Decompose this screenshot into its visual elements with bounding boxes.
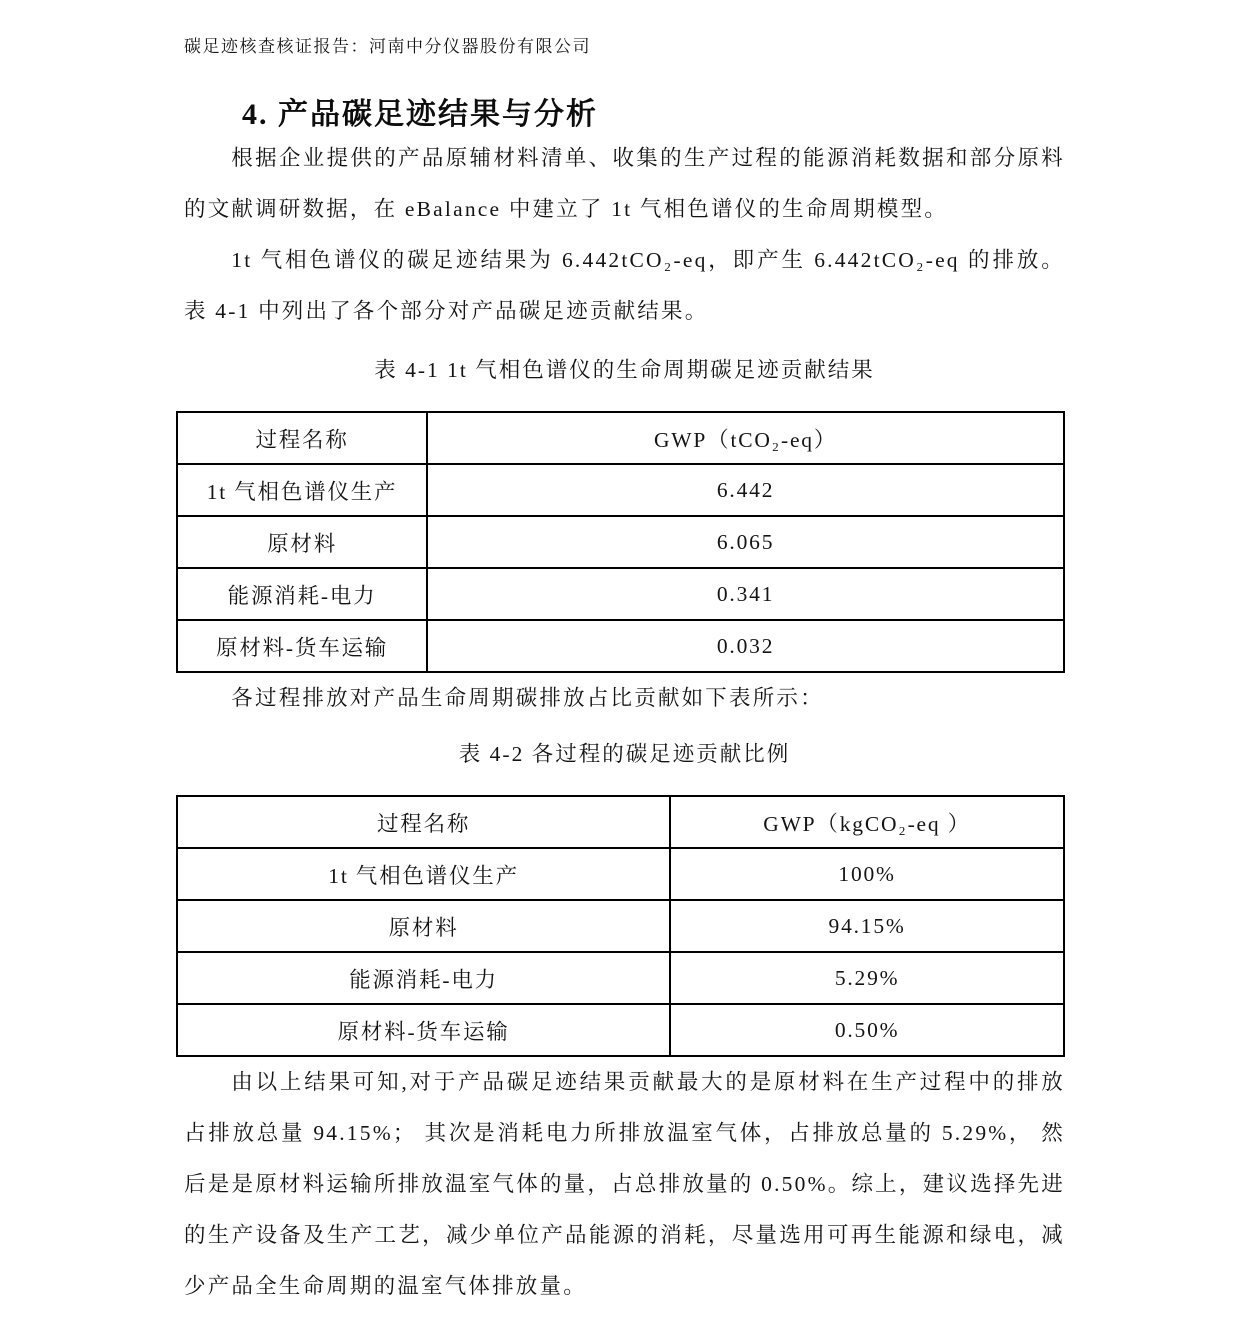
table-4-1 [176,411,1065,673]
process-name-cell: 原材料 [177,516,427,568]
header-gwp: GWP（kgCO₂-eq ） [670,796,1064,848]
process-name-cell: 原材料 [177,900,670,952]
gwp-percent-cell: 100% [670,848,1064,900]
table-row [177,900,1064,952]
table-4-1-caption: 表 4-1 1t 气相色谱仪的生命周期碳足迹贡献结果 [374,358,875,382]
paragraph-conclusion: 由以上结果可知,对于产品碳足迹结果贡献最大的是原材料在生产过程中的排放占排放总量 94.15%； 其次是消耗电力所排放温室气体，占排放总量的 5.29%， 然后是是原材料运输所排放温室气体的量，占总排放量的 0.50%。综上，建议选择先进的生产设备及生产工艺，减少单位产品能源的消耗，尽量选用可再生能源和绿电，减少产品全生命周期的温室气体排放量。 [184,1070,1065,1298]
paragraph-intro: 根据企业提供的产品原辅材料清单、收集的生产过程的能源消耗数据和部分原料的文献调研数据，在 eBalance 中建立了 1t 气相色谱仪的生命周期模型。 [184,146,1065,221]
header-process-name: 过程名称 [177,412,427,464]
table-row [177,568,1064,620]
gwp-percent-cell: 0.50% [670,1004,1064,1056]
table-4-2-caption: 表 4-2 各过程的碳足迹贡献比例 [458,742,791,766]
gwp-value-cell: 0.341 [427,568,1064,620]
process-name-cell: 原材料-货车运输 [177,1004,670,1056]
process-name-cell: 1t 气相色谱仪生产 [177,464,427,516]
table-row [177,952,1064,1004]
gwp-value-cell: 6.065 [427,516,1064,568]
table-row [177,848,1064,900]
process-name-cell: 1t 气相色谱仪生产 [177,848,670,900]
process-name-cell: 能源消耗-电力 [177,952,670,1004]
table-row [177,620,1064,672]
process-name-cell: 原材料-货车运输 [177,620,427,672]
table-row [177,464,1064,516]
header-process-name: 过程名称 [177,796,670,848]
header-gwp: GWP（tCO₂-eq） [427,412,1064,464]
table-row [177,1004,1064,1056]
gwp-value-cell: 6.442 [427,464,1064,516]
table-4-2-header-row [177,796,1064,848]
table-row [177,516,1064,568]
table-4-2 [176,795,1065,1057]
paragraph-ratio-intro: 各过程排放对产品生命周期碳排放占比贡献如下表所示： [231,686,824,710]
gwp-percent-cell: 5.29% [670,952,1064,1004]
report-header: 碳足迹核查核证报告：河南中分仪器股份有限公司 [184,37,591,56]
process-name-cell: 能源消耗-电力 [177,568,427,620]
gwp-percent-cell: 94.15% [670,900,1064,952]
gwp-value-cell: 0.032 [427,620,1064,672]
paragraph-result: 1t 气相色谱仪的碳足迹结果为 6.442tCO₂-eq，即产生 6.442tCO₂-eq 的排放。表 4-1 中列出了各个部分对产品碳足迹贡献结果。 [184,248,1065,323]
section-title: 4. 产品碳足迹结果与分析 [242,98,598,131]
table-4-1-header-row [177,412,1064,464]
